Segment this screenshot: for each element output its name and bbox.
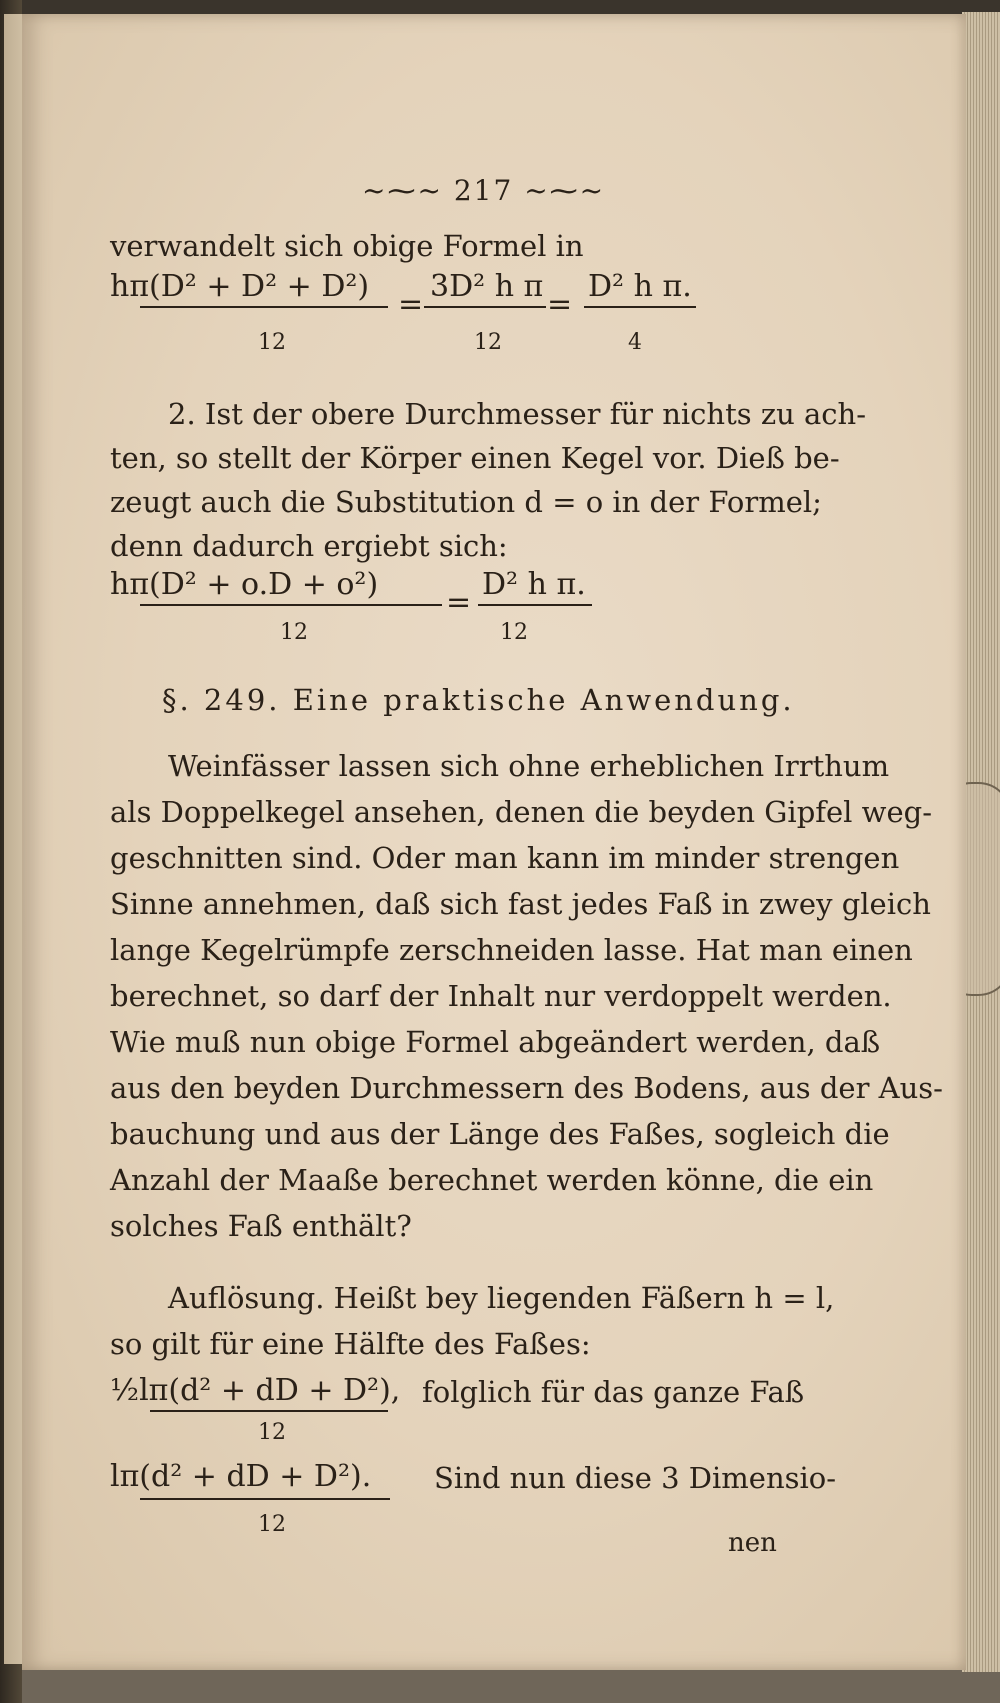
formula1-mid-bar xyxy=(424,306,546,308)
para3-line-9: bauchung und aus der Länge des Faßes, sogleich die xyxy=(110,1117,890,1151)
para2-line-2: ten, so stellt der Körper einen Kegel vor. Dieß be- xyxy=(110,441,840,475)
formula1-den-mid: 12 xyxy=(474,330,502,355)
para3-line-8: aus den beyden Durchmessern des Bodens, aus der Aus- xyxy=(110,1071,943,1105)
section-heading: §. 249. Eine praktische Anwendung. xyxy=(162,683,795,717)
para2-line-3: zeugt auch die Substitution d = o in der Formel; xyxy=(110,485,822,519)
page-header xyxy=(362,174,605,207)
formula1-right-numerator: D² h π. xyxy=(588,269,692,304)
formula1-fraction-bar xyxy=(140,306,388,308)
solution-line-2: so gilt für eine Hälfte des Faßes: xyxy=(110,1327,591,1361)
formula2-den-left: 12 xyxy=(280,620,308,645)
solution-line-4-text: Sind nun diese 3 Dimensio- xyxy=(434,1461,837,1495)
formula1-equals-2: = xyxy=(547,287,573,322)
para3-line-10: Anzahl der Maaße berechnet werden könne, die ein xyxy=(110,1163,874,1197)
para3-line-7: Wie muß nun obige Formel abgeändert werden, daß xyxy=(110,1025,881,1059)
formula1-den-right: 4 xyxy=(628,330,642,355)
solution-den-1: 12 xyxy=(258,1420,286,1445)
formula2-numerator: hπ(D² + o.D + o²) xyxy=(110,567,379,602)
formula2-right-bar xyxy=(478,604,592,606)
para3-line-3: geschnitten sind. Oder man kann im minder strengen xyxy=(110,841,900,875)
solution-line-1: Auflösung. Heißt bey liegenden Fäßern h = l, xyxy=(168,1281,835,1315)
solution-den-2: 12 xyxy=(258,1512,286,1537)
para2-line-4: denn dadurch ergiebt sich: xyxy=(110,529,508,563)
solution-formula-whole: lπ(d² + dD + D²). xyxy=(110,1459,372,1494)
ornament-right: ~⁓~ xyxy=(524,174,606,207)
formula2-right-numerator: D² h π. xyxy=(482,567,586,602)
para3-line-4: Sinne annehmen, daß sich fast jedes Faß in zwey gleich xyxy=(110,887,931,921)
catchword: nen xyxy=(728,1528,777,1558)
formula1-numerator: hπ(D² + D² + D²) xyxy=(110,269,370,304)
solution-line-3-text: folglich für das ganze Faß xyxy=(422,1375,805,1409)
solution-formula-half: ½lπ(d² + dD + D²), xyxy=(110,1373,401,1408)
formula2-den-right: 12 xyxy=(500,620,528,645)
formula1-mid-numerator: 3D² h π xyxy=(430,269,544,304)
solution-formula-whole-bar xyxy=(140,1498,390,1500)
formula2-fraction-bar xyxy=(140,604,442,606)
book-page xyxy=(22,14,966,1670)
page-number: 217 xyxy=(453,174,514,207)
para2-line-1: 2. Ist der obere Durchmesser für nichts zu ach- xyxy=(168,397,867,431)
para3-line-11: solches Faß enthält? xyxy=(110,1209,412,1243)
formula1-den-left: 12 xyxy=(258,330,286,355)
para3-line-2: als Doppelkegel ansehen, denen die beyden Gipfel weg- xyxy=(110,795,933,829)
formula1-right-bar xyxy=(584,306,696,308)
ornament-left: ~⁓~ xyxy=(362,174,443,207)
intro-line: verwandelt sich obige Formel in xyxy=(110,229,584,263)
para3-line-1: Weinfässer lassen sich ohne erheblichen Irrthum xyxy=(168,749,890,783)
formula2-equals: = xyxy=(446,585,472,620)
formula1-equals-1: = xyxy=(398,287,424,322)
solution-formula-half-bar xyxy=(150,1410,388,1412)
para3-line-6: berechnet, so darf der Inhalt nur verdoppelt werden. xyxy=(110,979,892,1013)
para3-line-5: lange Kegelrümpfe zerschneiden lasse. Hat man einen xyxy=(110,933,913,967)
